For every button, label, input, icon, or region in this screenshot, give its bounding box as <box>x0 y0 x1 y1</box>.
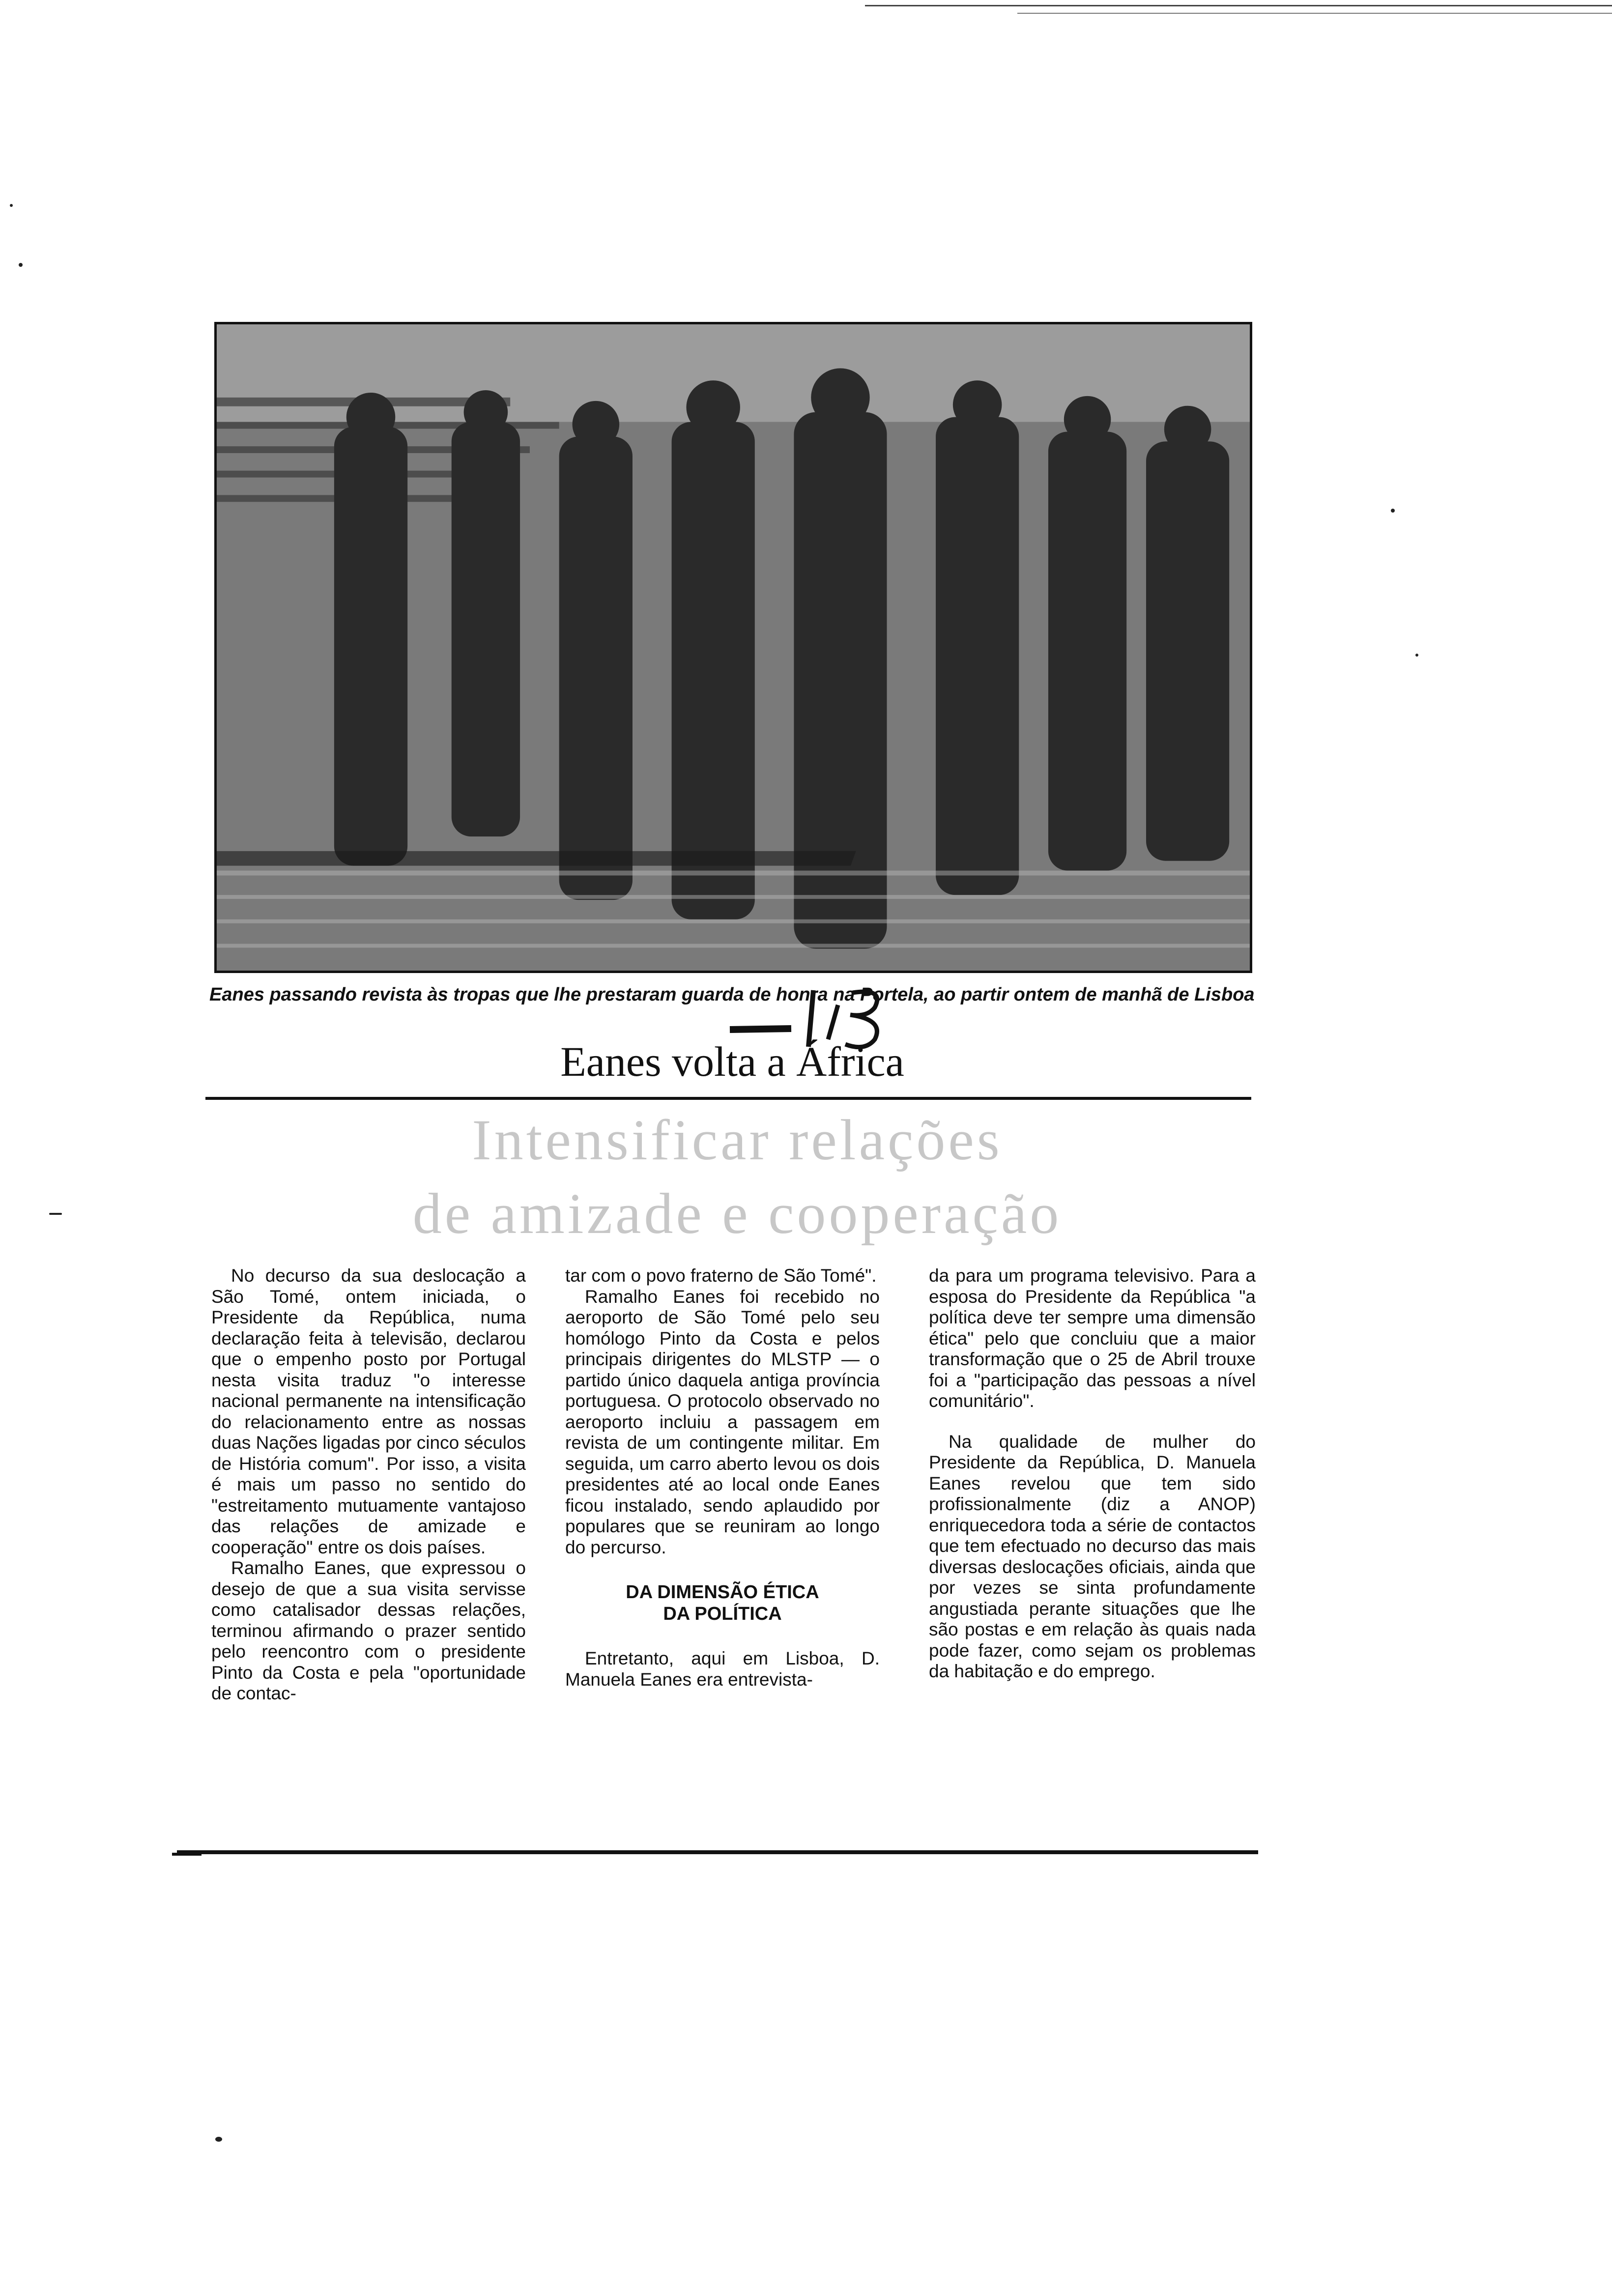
scan-speck <box>10 204 13 207</box>
scan-top-line <box>865 5 1612 6</box>
scan-speck <box>1415 654 1418 657</box>
article-bottom-rule <box>177 1850 1258 1854</box>
news-photo <box>214 322 1252 973</box>
troops-photo-illustration <box>217 324 1250 971</box>
paragraph: tar com o povo fraterno de São Tomé". <box>565 1265 877 1286</box>
subhead-line-2: DA POLÍTICA <box>663 1604 782 1624</box>
article-bottom-rule-tick <box>172 1853 202 1856</box>
paragraph: Entretanto, aqui em Lisboa, D. Manuela Eanes era entrevista- <box>565 1648 880 1690</box>
faded-subtitle-line-1: Intensificar relações <box>472 1108 1003 1172</box>
paragraph: Ramalho Eanes, que expressou o desejo de que a sua visita servisse como catalisador dessas relações, terminou afirmando o prazer sentido pelo reencontro com o presidente Pinto da Costa e pela "oportunidade de contac- <box>211 1558 526 1703</box>
scan-speck <box>1391 509 1395 513</box>
article-column-1 <box>211 1265 526 1704</box>
section-subhead <box>565 1581 880 1625</box>
article-column-3 <box>929 1265 1256 1682</box>
paragraph: Na qualidade de mulher do Presidente da República, D. Manuela Eanes revelou que tem sido profissionalmente (diz a ANOP) enriquecedora toda a série de contactos que tem efectuado no decurso das mais diversas deslocações oficiais, ainda que por vezes se sinta profundamente angustiada perante situações que lhe são postas e em relação às quais nada pode fazer, como sejam os problemas da habitação e do emprego. <box>929 1431 1256 1681</box>
article-headline: Eanes volta a África <box>560 1038 904 1085</box>
paragraph: Ramalho Eanes foi recebido no aeroporto de São Tomé pelo seu homólogo Pinto da Costa e pelos principais dirigentes do MLSTP — o partido único daquela antiga província portuguesa. O protocolo observado no aeroporto incluiu a passagem em revista de um contingente militar. Em seguida, um carro aberto levou os dois presidentes até ao local onde Eanes ficou instalado, sendo aplaudido por populares que se reuniram ao longo do percurso. <box>565 1286 880 1557</box>
headline-rule <box>205 1097 1251 1100</box>
paragraph: No decurso da sua deslocação a São Tomé, ontem iniciada, o Presidente da República, numa declaração feita à televisão, declarou que o empenho posto por Portugal nesta visita traduz "o interesse nacional permanente na intensificação do relacionamento entre as nossas duas Nações ligadas por cinco séculos de História comum". Por isso, a visita é mais um passo no sentido do "estreitamento mutuamente vantajoso das relações de amizade e cooperação" entre os dois países. <box>211 1265 526 1557</box>
scan-speck <box>19 263 23 267</box>
faded-subtitle-line-2: de amizade e cooperação <box>412 1181 1062 1246</box>
scan-speck <box>215 2137 222 2142</box>
paragraph: da para um programa televisivo. Para a esposa do Presidente da República "a política deve ter sempre uma dimensão ética" pelo que concluiu que a maior transformação que o 25 de Abril trouxe foi a "participação das pessoas a nível comunitário". <box>929 1265 1256 1411</box>
scan-top-line-2 <box>1017 13 1612 14</box>
subhead-line-1: DA DIMENSÃO ÉTICA <box>626 1582 819 1603</box>
photo-caption: Eanes passando revista às tropas que lhe prestaram guarda de honra na Portela, ao partir ontem de manhã de Lisboa <box>209 984 1255 1005</box>
article-column-2 <box>565 1265 880 1690</box>
scan-speck <box>49 1213 62 1215</box>
